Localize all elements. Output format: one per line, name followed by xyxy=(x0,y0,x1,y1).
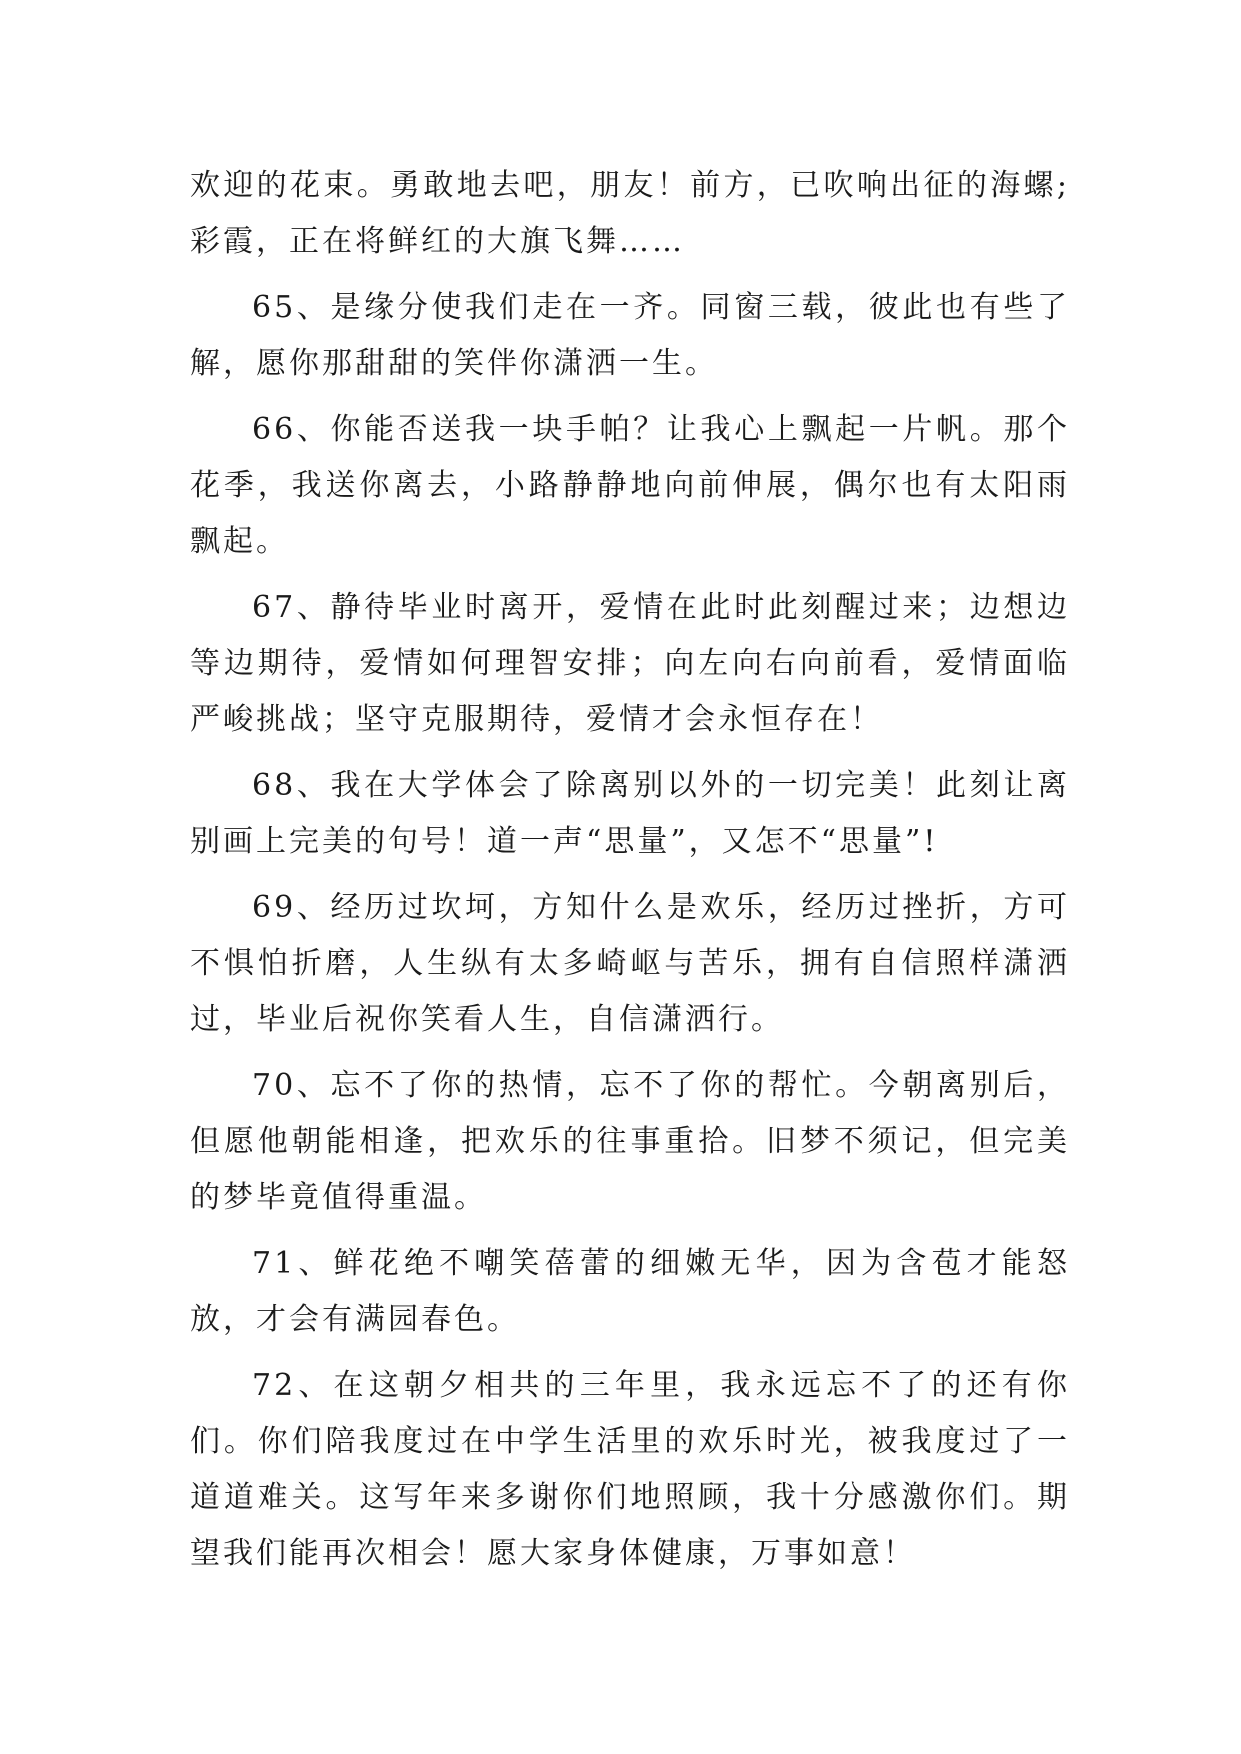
paragraph-69: 69、经历过坎坷，方知什么是欢乐，经历过挫折，方可不惧怕折磨，人生纵有太多崎岖与苦乐，拥有自信照样潇洒过，毕业后祝你笑看人生，自信潇洒行。 xyxy=(190,890,1070,1037)
paragraph-68: 68、我在大学体会了除离别以外的一切完美！此刻让离别画上完美的句号！道一声“思量”，又怎不“思量”! xyxy=(190,768,1070,859)
paragraph-66: 66、你能否送我一块手帕？让我心上飘起一片帆。那个花季，我送你离去，小路静静地向前伸展，偶尔也有太阳雨飘起。 xyxy=(190,412,1070,559)
paragraph-72: 72、在这朝夕相共的三年里，我永远忘不了的还有你们。你们陪我度过在中学生活里的欢乐时光，被我度过了一道道难关。这写年来多谢你们地照顾，我十分感激你们。期望我们能再次相会！愿大家身体健康，万事如意！ xyxy=(190,1368,1070,1571)
paragraph-continuation: 欢迎的花束。勇敢地去吧，朋友！前方，已吹响出征的海螺;彩霞，正在将鲜红的大旗飞舞…… xyxy=(190,168,1070,259)
paragraph-67: 67、静待毕业时离开，爱情在此时此刻醒过来；边想边等边期待，爱情如何理智安排；向左向右向前看，爱情面临严峻挑战；坚守克服期待，爱情才会永恒存在！ xyxy=(190,590,1070,737)
paragraph-70: 70、忘不了你的热情，忘不了你的帮忙。今朝离别后，但愿他朝能相逢，把欢乐的往事重拾。旧梦不须记，但完美的梦毕竟值得重温。 xyxy=(190,1068,1070,1215)
paragraph-65: 65、是缘分使我们走在一齐。同窗三载，彼此也有些了解，愿你那甜甜的笑伴你潇洒一生。 xyxy=(190,290,1070,381)
document-body xyxy=(190,158,1070,1592)
paragraph-71: 71、鲜花绝不嘲笑蓓蕾的细嫩无华，因为含苞才能怒放，才会有满园春色。 xyxy=(190,1246,1070,1337)
